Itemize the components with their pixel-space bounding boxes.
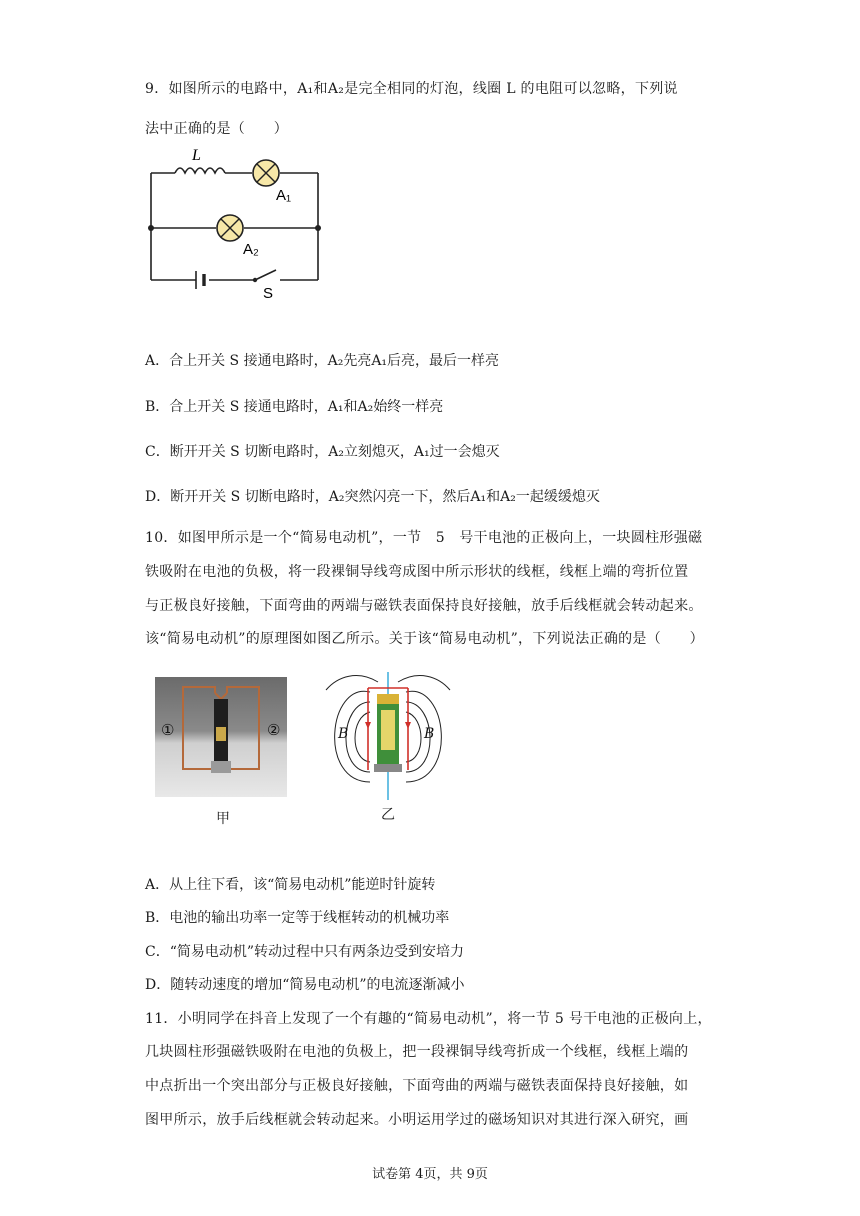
- q9-stem-line-2: 法中正确的是（ ）: [145, 121, 288, 137]
- q9-circuit-diagram: [140, 140, 340, 300]
- q9-option-c: C．断开开关 S 切断电路时，A₂立刻熄灭，A₁过一会熄灭: [145, 444, 500, 460]
- q9-option-d: D．断开开关 S 切断电路时，A₂突然闪亮一下，然后A₁和A₂一起缓缓熄灭: [145, 489, 600, 505]
- q11-stem-line-1: 11．小明同学在抖音上发现了一个有趣的“简易电动机”，将一节 5 号干电池的正极向上，: [145, 1011, 712, 1027]
- q9-stem-line-1: 9．如图所示的电路中，A₁和A₂是完全相同的灯泡，线圈 L 的电阻可以忽略，下列说: [145, 81, 678, 97]
- field-label-right: B: [424, 726, 435, 742]
- q10-stem-line-4: 该“简易电动机”的原理图如图乙所示。关于该“简易电动机”，下列说法正确的是（ ）: [145, 631, 704, 647]
- q11-stem-line-4: 图甲所示，放手后线框就会转动起来。小明运用学过的磁场知识对其进行深入研究，画: [145, 1112, 689, 1128]
- coil-side-1-label: ①: [161, 721, 175, 739]
- fig-yi-caption: 乙: [381, 807, 395, 823]
- lamp-a1-label: A₁: [276, 187, 292, 204]
- coil-label: L: [192, 147, 201, 164]
- page-footer: 试卷第 4页，共 9页: [372, 1167, 488, 1182]
- q10-stem-line-2: 铁吸附在电池的负极，将一段裸铜导线弯成图中所示形状的线框，线框上端的弯折位置: [145, 564, 689, 580]
- q11-stem-line-2: 几块圆柱形强磁铁吸附在电池的负极上，把一段裸铜导线弯折成一个线框，线框上端的: [145, 1044, 689, 1060]
- q9-option-b: B．合上开关 S 接通电路时，A₁和A₂始终一样亮: [145, 399, 444, 415]
- q10-stem-line-1: 10．如图甲所示是一个“简易电动机”，一节 5 号干电池的正极向上，一块圆柱形强磁: [145, 530, 703, 546]
- q10-option-a: A．从上往下看，该“简易电动机”能逆时针旋转: [145, 877, 436, 893]
- coil-side-2-label: ②: [267, 721, 281, 739]
- field-label-left: B: [338, 726, 349, 742]
- q9-option-a: A．合上开关 S 接通电路时，A₂先亮A₁后亮，最后一样亮: [145, 353, 500, 369]
- q10-option-c: C．“简易电动机”转动过程中只有两条边受到安培力: [145, 944, 465, 960]
- q10-photo-jia: [155, 677, 287, 797]
- lamp-a2-label: A₂: [243, 241, 259, 258]
- fig-jia-caption: 甲: [216, 811, 230, 827]
- q10-diagram-yi: [318, 672, 458, 802]
- q10-option-d: D．随转动速度的增加“简易电动机”的电流逐渐减小: [145, 977, 465, 993]
- lamp-a2-icon: [217, 215, 243, 241]
- q11-stem-line-3: 中点折出一个突出部分与正极良好接触，下面弯曲的两端与磁铁表面保持良好接触，如: [145, 1078, 689, 1094]
- battery-icon: [196, 271, 204, 289]
- switch-label: S: [263, 285, 274, 300]
- q10-option-b: B．电池的输出功率一定等于线框转动的机械功率: [145, 910, 450, 926]
- lamp-a1-icon: [253, 160, 279, 186]
- q10-stem-line-3: 与正极良好接触，下面弯曲的两端与磁铁表面保持良好接触，放手后线框就会转动起来。: [145, 598, 703, 614]
